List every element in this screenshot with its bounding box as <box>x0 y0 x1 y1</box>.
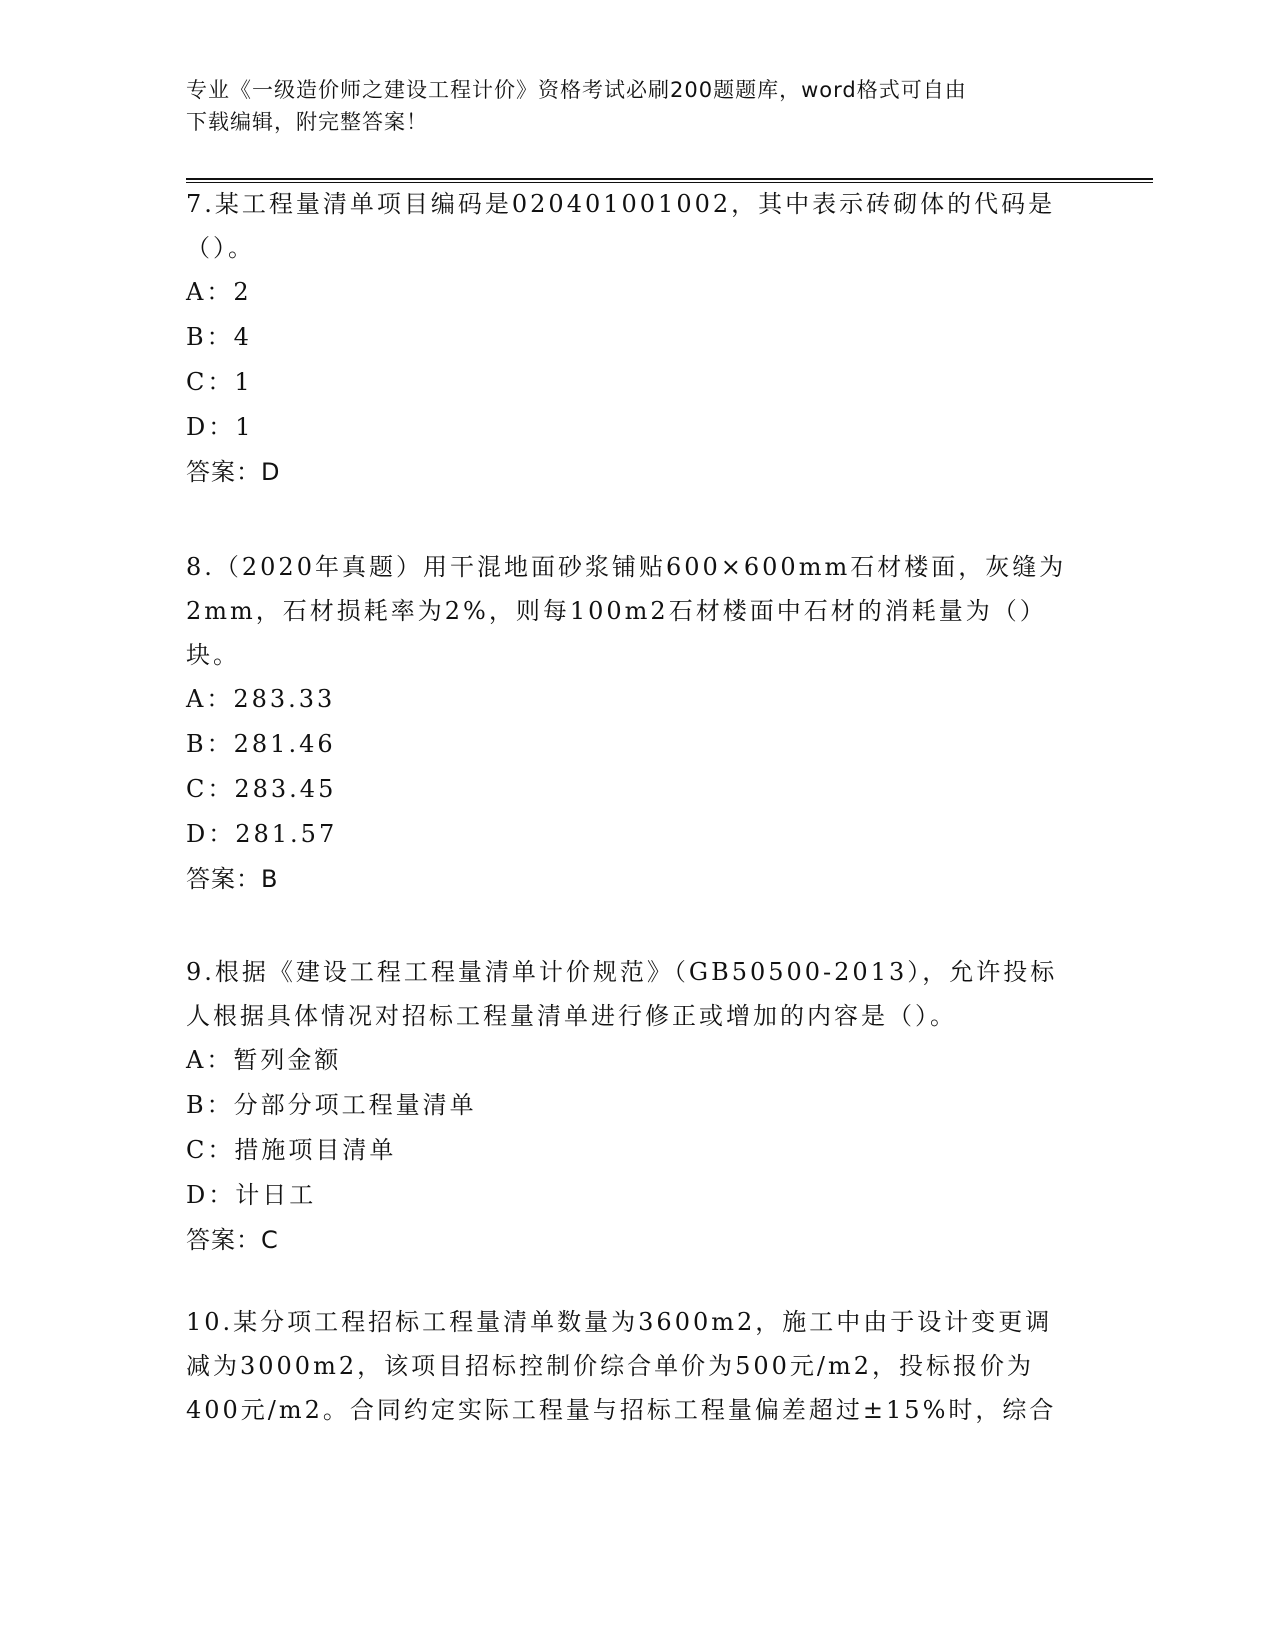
option-b: B：281.46 <box>186 730 336 758</box>
answer: 答案：C <box>186 1226 279 1254</box>
option-d: D：281.57 <box>186 820 338 848</box>
answer: 答案：D <box>186 458 281 486</box>
header-line-1: 专业《一级造价师之建设工程计价》资格考试必刷200题题库，word格式可自由 <box>186 78 967 102</box>
option-c: C：283.45 <box>186 775 337 803</box>
option-d: D：计日工 <box>186 1181 317 1209</box>
question-text: 10.某分项工程招标工程量清单数量为3600m2，施工中由于设计变更调减为3000m2，该项目招标控制价综合单价为500元/m2，投标报价为400元/m2。合同约定实际工程量与招标工程量偏差超过±15%时，综合 <box>186 1308 1057 1424</box>
document-header <box>186 74 1086 138</box>
option-b: B：分部分项工程量清单 <box>186 1091 477 1119</box>
question-9 <box>186 950 1076 1262</box>
option-b: B：4 <box>186 323 252 351</box>
question-7 <box>186 182 1076 494</box>
answer: 答案：B <box>186 865 279 893</box>
question-text: 7.某工程量清单项目编码是020401001002，其中表示砖砌体的代码是（）。 <box>186 190 1056 262</box>
option-a: A：暂列金额 <box>186 1046 342 1074</box>
header-line-2: 下载编辑，附完整答案！ <box>186 110 428 134</box>
option-c: C：措施项目清单 <box>186 1136 397 1164</box>
option-a: A：283.33 <box>186 685 336 713</box>
option-d: D：1 <box>186 413 254 441</box>
question-text: 9.根据《建设工程工程量清单计价规范》（GB50500-2013），允许投标人根据具体情况对招标工程量清单进行修正或增加的内容是（）。 <box>186 958 1058 1030</box>
question-10 <box>186 1300 1076 1432</box>
option-c: C：1 <box>186 368 253 396</box>
question-text: 8.（2020年真题）用干混地面砂浆铺贴600×600mm石材楼面，灰缝为2mm，石材损耗率为2%，则每100m2石材楼面中石材的消耗量为（）块。 <box>186 553 1067 669</box>
option-a: A：2 <box>186 278 252 306</box>
question-8 <box>186 545 1076 901</box>
